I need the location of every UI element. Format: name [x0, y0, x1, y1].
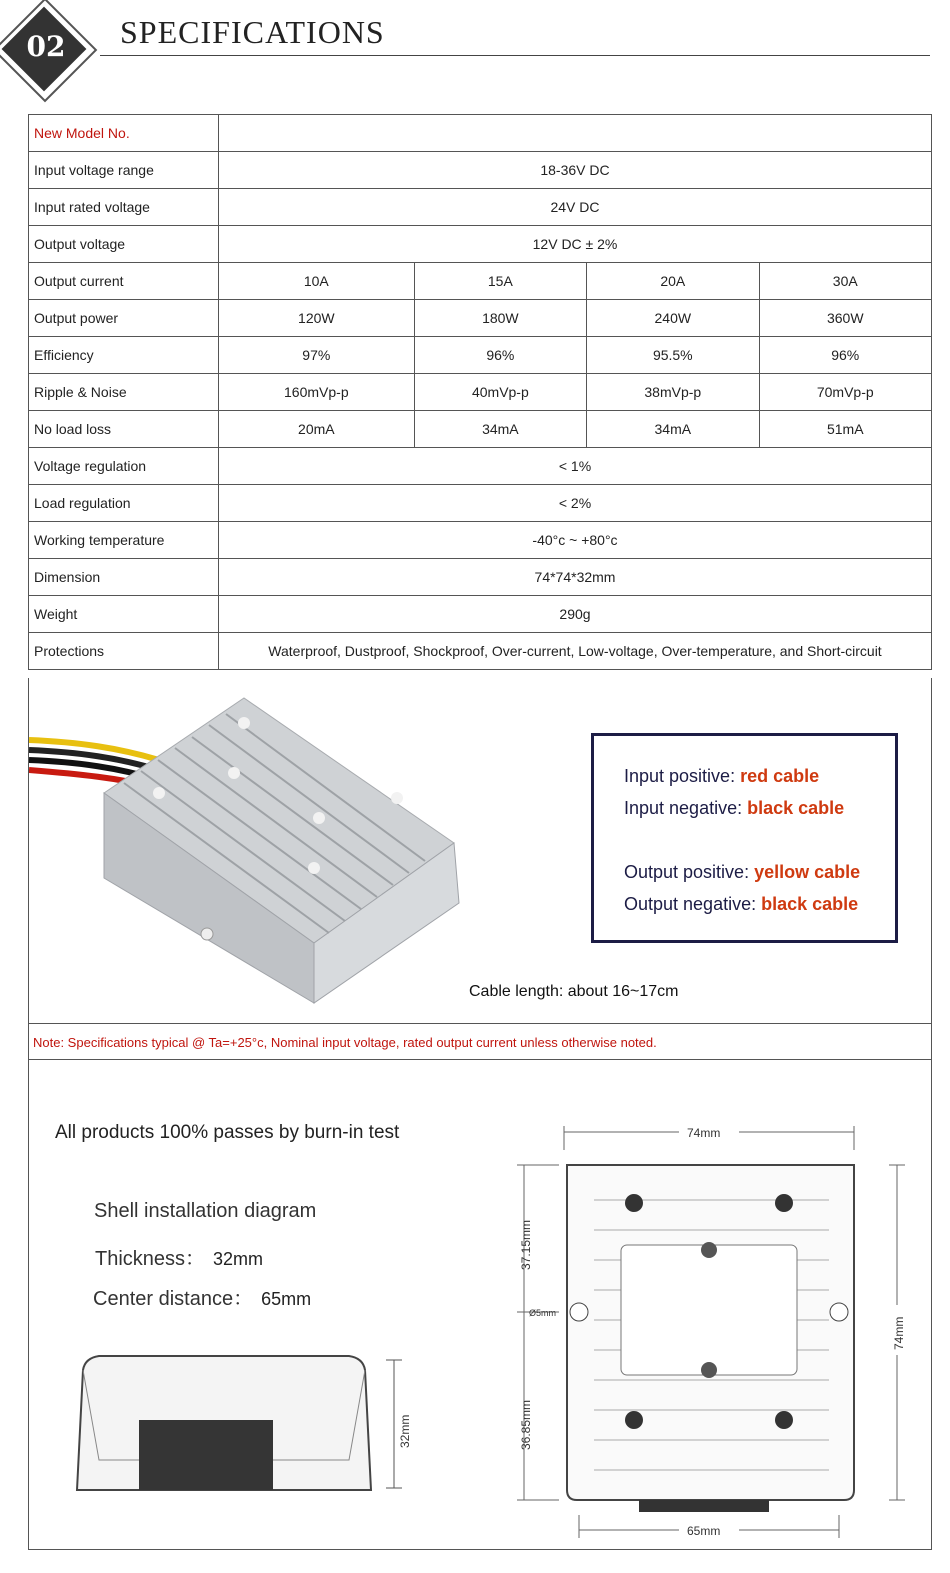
- hole-diameter-label: Ø5mm: [529, 1308, 556, 1318]
- legend-label: Input negative:: [624, 798, 743, 818]
- thickness-value: 32mm: [213, 1249, 264, 1269]
- legend-value: black cable: [747, 798, 845, 818]
- cell: 15A: [414, 263, 586, 300]
- legend-value: red cable: [740, 766, 820, 786]
- thickness-label: Thickness：: [95, 1248, 206, 1270]
- cell: 95.5%: [587, 337, 759, 374]
- installation-section: [28, 1060, 932, 1550]
- legend-label: Output positive:: [624, 862, 750, 882]
- cell: 34mA: [587, 411, 759, 448]
- cell: 30A: [759, 263, 931, 300]
- row-label: Weight: [29, 596, 219, 633]
- spec-note: Note: Specifications typical @ Ta=+25°c, Nominal input voltage, rated output current unless otherwise noted.: [28, 1024, 932, 1060]
- cable-legend: [591, 733, 898, 943]
- lower-distance-label: 36.85mm: [519, 1399, 533, 1450]
- row-value: 12V DC ± 2%: [219, 226, 932, 263]
- legend-input-positive: [624, 766, 819, 787]
- cell: 51mA: [759, 411, 931, 448]
- cell: 96%: [759, 337, 931, 374]
- converter-illustration: [29, 678, 469, 1008]
- center-distance-value: 65mm: [261, 1289, 312, 1309]
- section-header: [0, 0, 950, 105]
- table-row: [29, 448, 932, 485]
- cell: 360W: [759, 300, 931, 337]
- cell: 34mA: [414, 411, 586, 448]
- row-label: Protections: [29, 633, 219, 670]
- row-value: -40°c ~ +80°c: [219, 522, 932, 559]
- cell: 240W: [587, 300, 759, 337]
- table-row: [29, 485, 932, 522]
- table-row: [29, 522, 932, 559]
- header-divider: [100, 55, 930, 56]
- cell: 20mA: [219, 411, 415, 448]
- cell: 38mVp-p: [587, 374, 759, 411]
- table-row: [29, 633, 932, 670]
- row-label: Input rated voltage: [29, 189, 219, 226]
- row-label: Efficiency: [29, 337, 219, 374]
- cell: 20A: [587, 263, 759, 300]
- side-view-diagram: [59, 1340, 419, 1510]
- row-label: New Model No.: [29, 115, 219, 152]
- row-label: Ripple & Noise: [29, 374, 219, 411]
- section-title: SPECIFICATIONS: [120, 14, 385, 50]
- row-value: 74*74*32mm: [219, 559, 932, 596]
- legend-value: yellow cable: [754, 862, 861, 882]
- row-value: [219, 115, 932, 152]
- cell: 120W: [219, 300, 415, 337]
- spec-table: [28, 114, 932, 670]
- table-row: [29, 152, 932, 189]
- cell: 97%: [219, 337, 415, 374]
- table-row: [29, 115, 932, 152]
- row-label: Output power: [29, 300, 219, 337]
- cell: 10A: [219, 263, 415, 300]
- width-label: 74mm: [687, 1126, 721, 1140]
- legend-value: black cable: [761, 894, 859, 914]
- table-row: [29, 596, 932, 633]
- table-row: [29, 300, 932, 337]
- cell: 40mVp-p: [414, 374, 586, 411]
- legend-label: Output negative:: [624, 894, 757, 914]
- row-value: 24V DC: [219, 189, 932, 226]
- row-value: < 1%: [219, 448, 932, 485]
- table-row: [29, 374, 932, 411]
- thickness-spec: [95, 1242, 263, 1271]
- row-value: < 2%: [219, 485, 932, 522]
- row-label: No load loss: [29, 411, 219, 448]
- row-value: 290g: [219, 596, 932, 633]
- row-value: 18-36V DC: [219, 152, 932, 189]
- center-distance-spec: [93, 1282, 311, 1311]
- row-label: Load regulation: [29, 485, 219, 522]
- cell: 96%: [414, 337, 586, 374]
- row-label: Output voltage: [29, 226, 219, 263]
- row-label: Working temperature: [29, 522, 219, 559]
- legend-output-positive: [624, 862, 860, 883]
- height-label: 74mm: [892, 1316, 906, 1350]
- row-label: Dimension: [29, 559, 219, 596]
- cell: 160mVp-p: [219, 374, 415, 411]
- cell: 180W: [414, 300, 586, 337]
- center-distance-label: Center distance：: [93, 1288, 254, 1310]
- legend-output-negative: [624, 894, 858, 915]
- table-row: [29, 263, 932, 300]
- row-label: Input voltage range: [29, 152, 219, 189]
- top-view-diagram: [499, 1120, 919, 1540]
- legend-label: Input positive:: [624, 766, 736, 786]
- table-row: [29, 337, 932, 374]
- hole-spacing-label: 65mm: [687, 1524, 721, 1538]
- product-section: [28, 678, 932, 1024]
- burn-in-text: All products 100% passes by burn-in test: [55, 1122, 400, 1143]
- side-height-label: 32mm: [398, 1414, 412, 1448]
- table-row: [29, 559, 932, 596]
- table-row: [29, 411, 932, 448]
- table-row: [29, 189, 932, 226]
- legend-input-negative: [624, 798, 844, 819]
- section-number: 02: [26, 30, 66, 63]
- cell: 70mVp-p: [759, 374, 931, 411]
- upper-distance-label: 37.15mm: [519, 1219, 533, 1270]
- cable-length: Cable length: about 16~17cm: [469, 983, 679, 1000]
- table-row: [29, 226, 932, 263]
- row-value: Waterproof, Dustproof, Shockproof, Over-current, Low-voltage, Over-temperature, and Short-circuit: [219, 633, 932, 670]
- row-label: Output current: [29, 263, 219, 300]
- row-label: Voltage regulation: [29, 448, 219, 485]
- shell-title: Shell installation diagram: [94, 1200, 317, 1222]
